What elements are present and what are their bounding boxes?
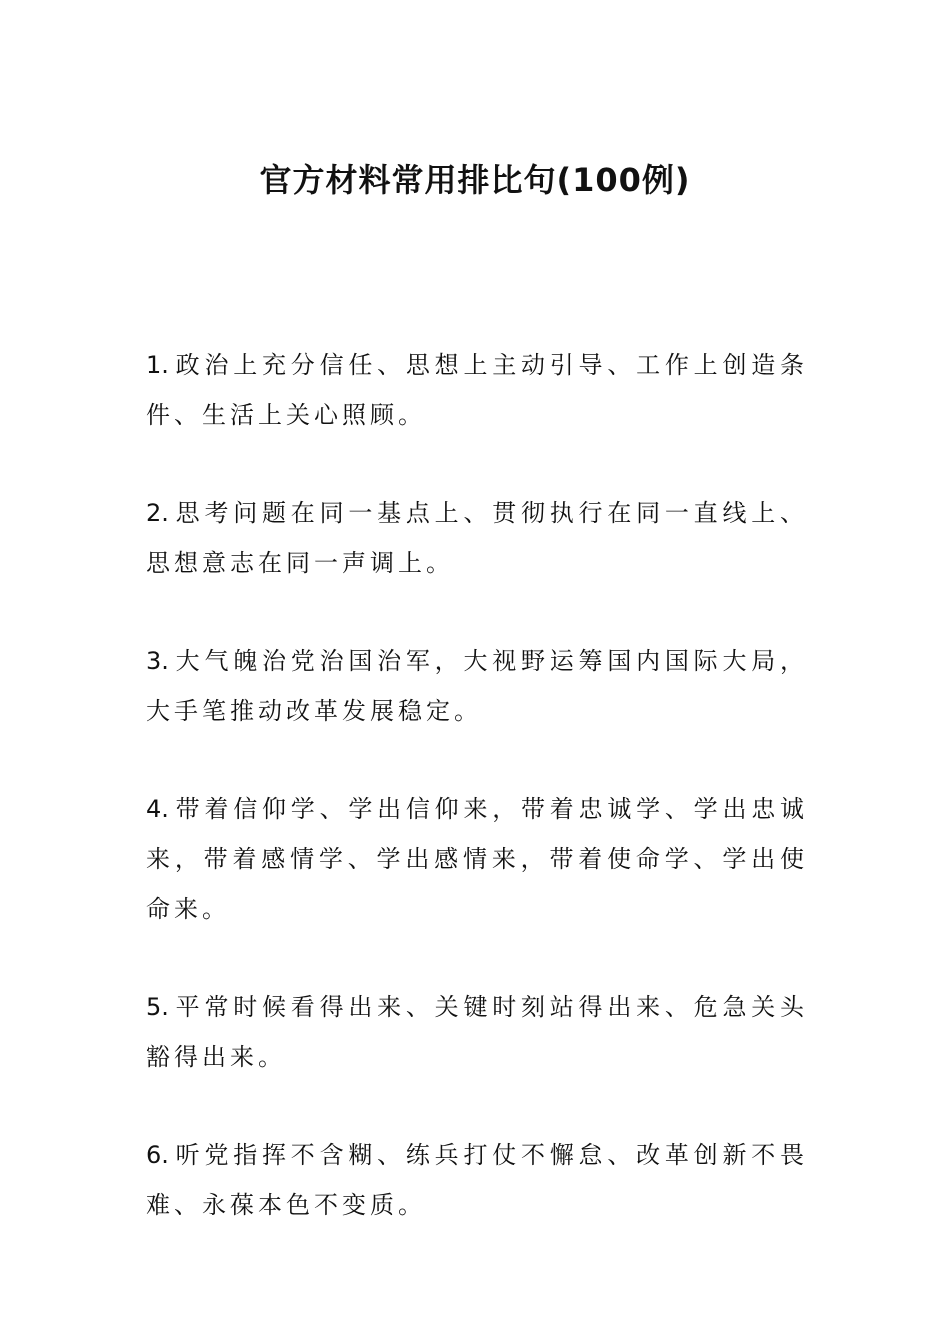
- item-number: 5.: [146, 993, 169, 1021]
- item-list: [146, 340, 808, 1278]
- item-text: 大气魄治党治国治军，大视野运筹国内国际大局，大手笔推动改革发展稳定。: [146, 647, 808, 725]
- item-number: 4.: [146, 795, 169, 823]
- item-number: 6.: [146, 1141, 169, 1169]
- list-item: [146, 784, 808, 934]
- document-title: 官方材料常用排比句(100例): [259, 161, 691, 199]
- list-item: [146, 340, 808, 440]
- item-text: 思考问题在同一基点上、贯彻执行在同一直线上、思想意志在同一声调上。: [146, 499, 808, 577]
- item-text: 听党指挥不含糊、练兵打仗不懈怠、改革创新不畏难、永葆本色不变质。: [146, 1141, 808, 1219]
- item-text: 政治上充分信任、思想上主动引导、工作上创造条件、生活上关心照顾。: [146, 351, 808, 429]
- item-number: 2.: [146, 499, 169, 527]
- list-item: [146, 1130, 808, 1230]
- item-text: 平常时候看得出来、关键时刻站得出来、危急关头豁得出来。: [146, 993, 808, 1071]
- item-number: 3.: [146, 647, 169, 675]
- list-item: [146, 488, 808, 588]
- list-item: [146, 636, 808, 736]
- item-number: 1.: [146, 351, 169, 379]
- item-text: 带着信仰学、学出信仰来，带着忠诚学、学出忠诚来，带着感情学、学出感情来，带着使命学、学出使命来。: [146, 795, 808, 923]
- list-item: [146, 982, 808, 1082]
